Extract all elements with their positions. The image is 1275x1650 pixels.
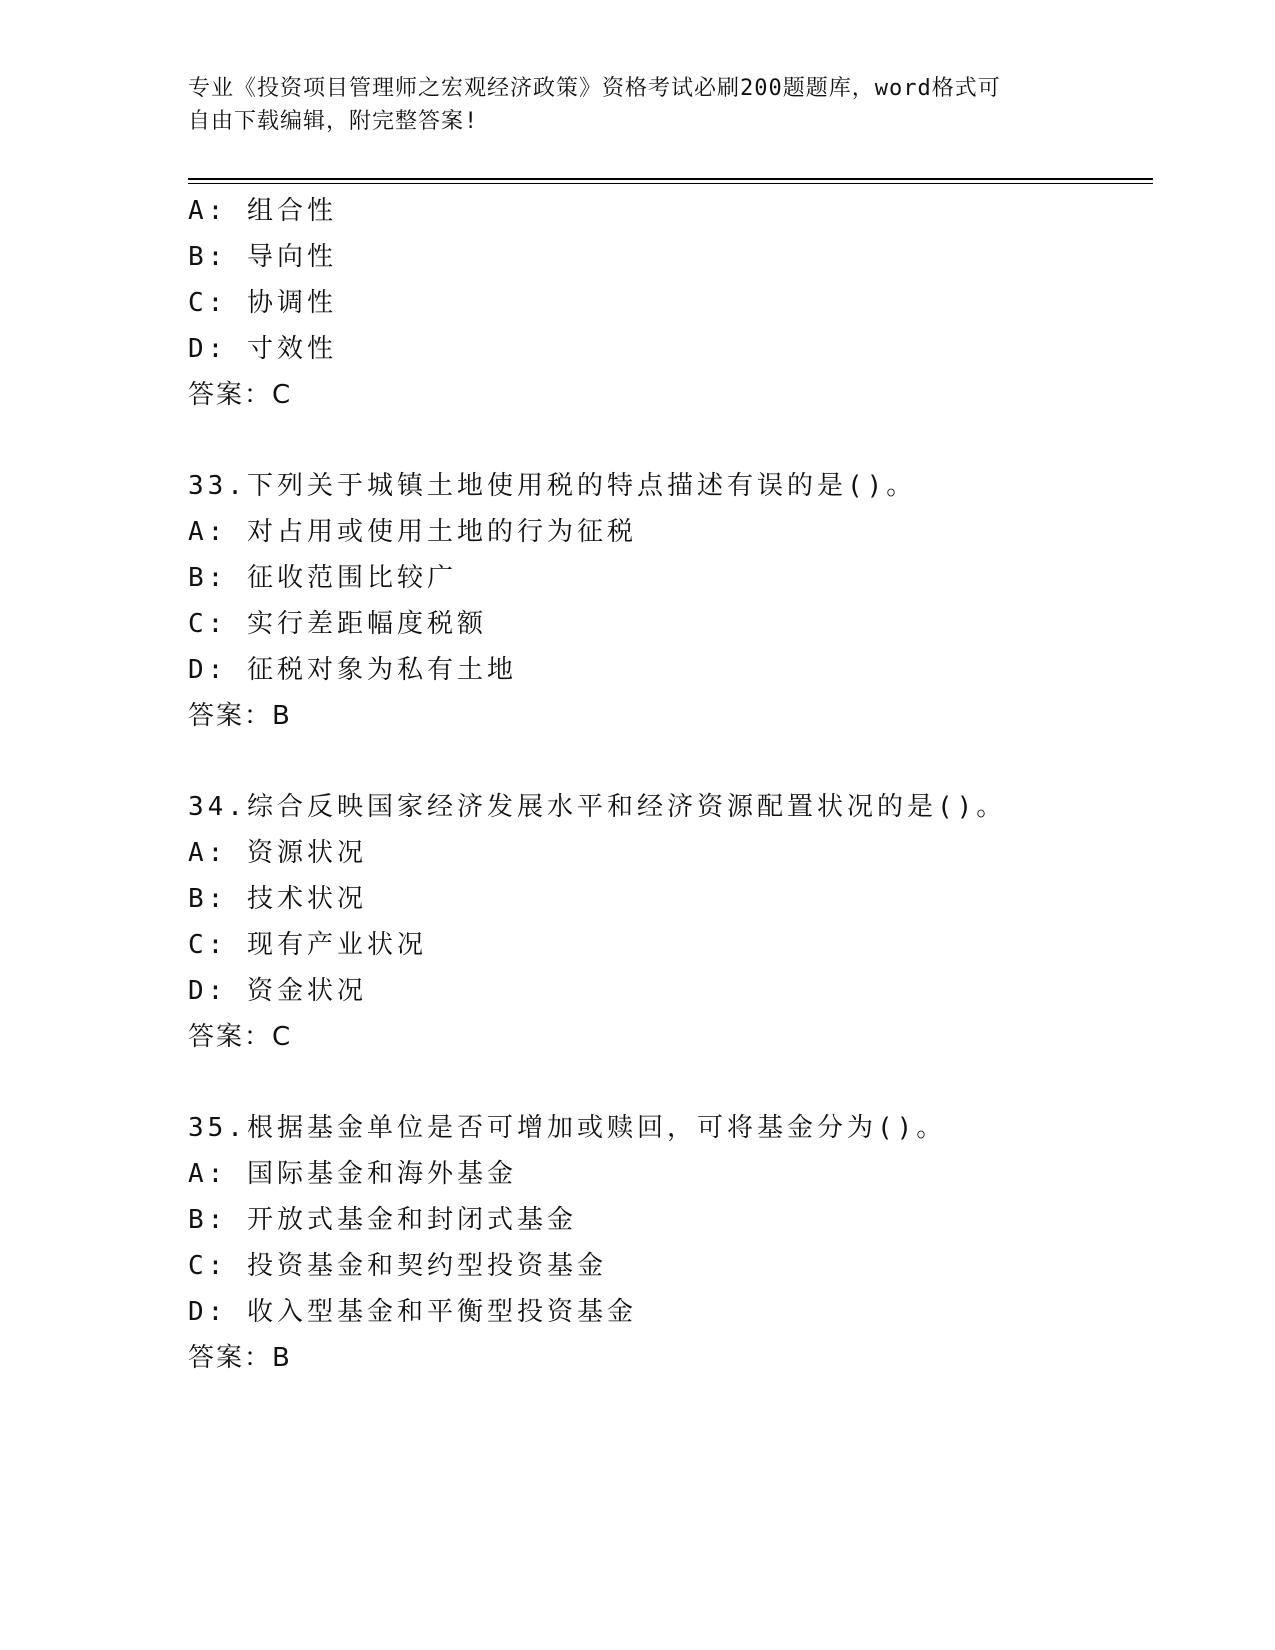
option-a: A: 组合性 [188,196,337,226]
option-c: C: 现有产业状况 [188,930,427,960]
option-b: B: 技术状况 [188,884,367,914]
answer: 答案：B [188,701,292,731]
option-a: A: 对占用或使用土地的行为征税 [188,517,637,547]
option-c: C: 投资基金和契约型投资基金 [188,1251,607,1281]
document-header [188,72,1068,138]
option-d: D: 资金状况 [188,976,367,1006]
header-divider-thick [188,178,1153,180]
header-divider-thin [188,183,1153,184]
option-c: C: 实行差距幅度税额 [188,609,487,639]
answer: 答案：B [188,1343,292,1373]
option-d: D: 收入型基金和平衡型投资基金 [188,1297,637,1327]
option-c: C: 协调性 [188,288,337,318]
question-stem: 35.根据基金单位是否可增加或赎回，可将基金分为()。 [188,1113,947,1143]
option-b: B: 征收范围比较广 [188,563,457,593]
option-a: A: 资源状况 [188,838,367,868]
question-34 [188,784,1153,1060]
question-stem: 34.综合反映国家经济发展水平和经济资源配置状况的是()。 [188,792,1007,822]
header-title-line-1: 专业《投资项目管理师之宏观经济政策》资格考试必刷200题题库，word格式可 [188,76,1001,101]
option-b: B: 导向性 [188,242,337,272]
option-d: D: 寸效性 [188,334,337,364]
question-list [188,188,1153,1381]
header-title-line-2: 自由下载编辑，附完整答案! [188,109,479,134]
option-d: D: 征税对象为私有土地 [188,655,517,685]
question-35 [188,1105,1153,1381]
question-stem: 33.下列关于城镇土地使用税的特点描述有误的是()。 [188,471,917,501]
question-32-continuation [188,188,1153,418]
option-b: B: 开放式基金和封闭式基金 [188,1205,577,1235]
answer: 答案：C [188,380,293,410]
answer: 答案：C [188,1022,293,1052]
option-a: A: 国际基金和海外基金 [188,1159,517,1189]
question-33 [188,463,1153,739]
